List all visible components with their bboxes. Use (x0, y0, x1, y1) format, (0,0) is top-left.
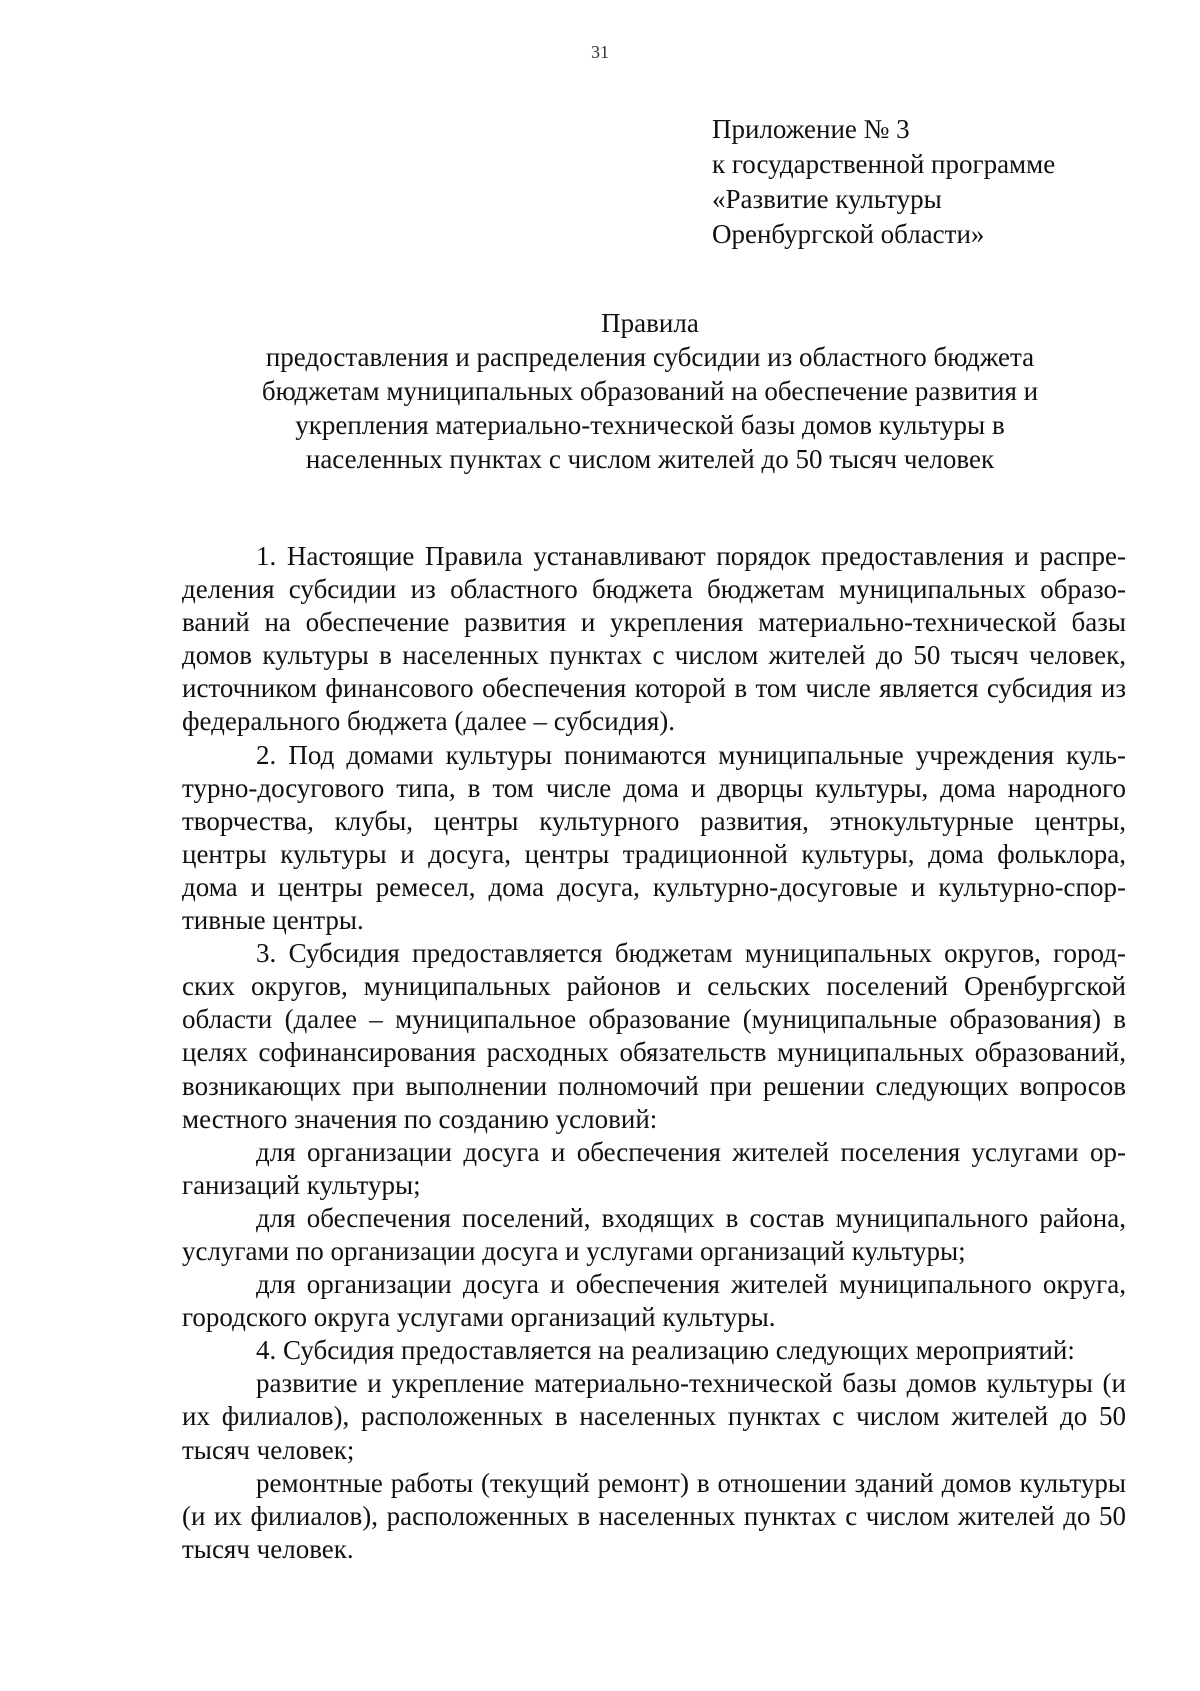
title-line: предоставления и распределения субсидии из областного бюджета (265, 342, 1035, 372)
appendix-line: «Развитие культуры (712, 184, 942, 214)
paragraph-4-item-1: развитие и укрепление материально-технической базы домов культуры (и их филиалов), расположенных в населенных пунктах с числом жителей до 50 тысяч человек; (182, 1368, 1126, 1465)
appendix-line: к государственной программе (712, 149, 1056, 179)
appendix-reference (712, 112, 1055, 252)
document-body (182, 540, 1126, 1566)
document-title (180, 306, 1120, 476)
paragraph-3-item-2: для обеспечения поселений, входящих в состав муниципального района, услугами по организации досуга и услугами организаций культуры; (182, 1202, 1126, 1266)
title-line: бюджетам муниципальных образований на обеспечение развития и (261, 376, 1039, 406)
paragraph-3-item-3: для организации досуга и обеспечения жителей муниципального округа, городского округа услугами организаций культуры. (182, 1269, 1126, 1333)
appendix-line: Оренбургской области» (712, 219, 985, 249)
title-line: населенных пунктах с числом жителей до 50 тысяч человек (305, 444, 995, 474)
paragraph-2: 2. Под домами культуры понимаются муниципальные учреждения культурно-досугового типа, в том числе дома и дворцы культуры, дома народного творчества, клубы, центры культурного развития, этнокультурные центры, центры культуры и досуга, центры традиционной культуры, дома фольклора, дома и центры ремесел, дома досуга, культурно-досуговые и культурно-спортивные центры. (182, 739, 1126, 936)
paragraph-1: 1. Настоящие Правила устанавливают порядок предоставления и распределения субсидии из областного бюджета бюджетам муниципальных образований на обеспечение развития и укрепления материально-технической базы домов культуры в населенных пунктах с числом жителей до 50 тысяч человек, источником финансового обеспечения которой в том числе является субсидия из федерального бюджета (далее – субсидия). (182, 541, 1126, 737)
paragraph-3: 3. Субсидия предоставляется бюджетам муниципальных округов, городских округов, муниципальных районов и сельских поселений Оренбургской области (далее – муниципальное образование (муниципальные образования) в целях софинансирования расходных обязательств муниципальных образований, возникающих при выполнении полномочий при решении следующих вопросов местного значения по созданию условий: (182, 938, 1126, 1134)
paragraph-3-item-1: для организации досуга и обеспечения жителей поселения услугами организаций культуры; (182, 1136, 1126, 1200)
title-heading: Правила (601, 308, 699, 338)
title-line: укрепления материально-технической базы домов культуры в (295, 410, 1005, 440)
paragraph-4: 4. Субсидия предоставляется на реализацию следующих мероприятий: (256, 1335, 1075, 1366)
page-number: 31 (591, 42, 609, 62)
appendix-line: Приложение № 3 (712, 114, 910, 144)
paragraph-4-item-2: ремонтные работы (текущий ремонт) в отношении зданий домов культуры (и их филиалов), расположенных в населенных пунктах с числом жителей до 50 тысяч человек. (182, 1467, 1126, 1564)
